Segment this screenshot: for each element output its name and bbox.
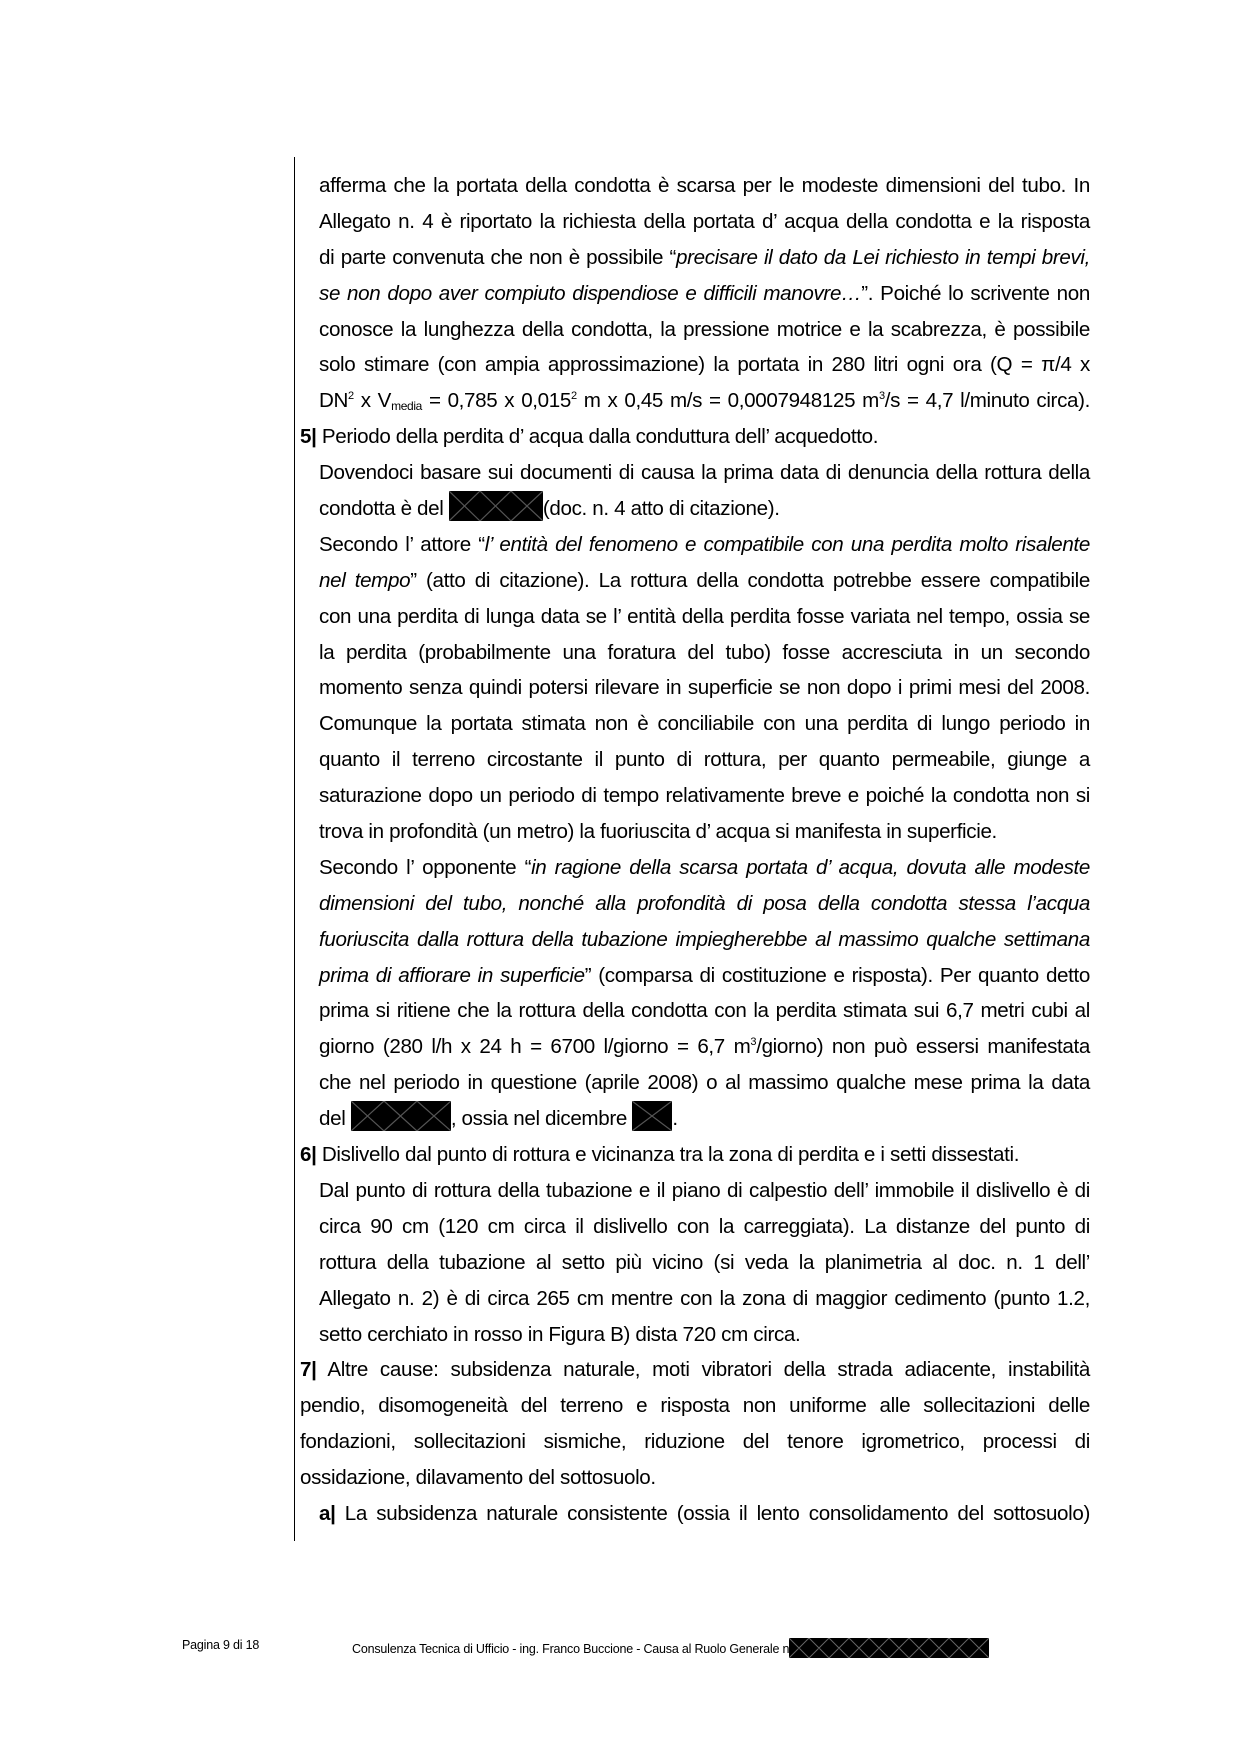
text-line: nel tempo” (atto di citazione). La rottura della condotta potrebbe essere compatibile xyxy=(319,568,1090,592)
text-line: ossidazione, dilavamento del sottosuolo. xyxy=(300,1466,656,1490)
section-number: 7| xyxy=(300,1358,317,1382)
body-text xyxy=(300,168,1090,1532)
redaction-block xyxy=(351,1101,451,1131)
text-line: prima si ritiene che la rottura della condotta con la perdita stimata sui 6,7 metri cubi al xyxy=(319,999,1090,1023)
quote-text: fuoriuscita dalla rottura della tubazione impiegherebbe al massimo qualche settimana xyxy=(319,927,1090,951)
text-line: rottura della tubazione al setto più vicino (si veda la planimetria al doc. n. 1 dell’ xyxy=(319,1250,1090,1274)
subsection-letter: a| xyxy=(319,1501,336,1525)
text-line: saturazione dopo un periodo di tempo relativamente breve e poiché la condotta non si xyxy=(319,784,1090,808)
text-line: circa 90 cm (120 cm circa il dislivello con la carreggiata). La distanze del punto di xyxy=(319,1214,1090,1238)
subsection-a: a| La subsidenza naturale consistente (ossia il lento consolidamento del sottosuolo) xyxy=(319,1501,1090,1525)
text-line: Dovendoci basare sui documenti di causa la prima data di denuncia della rottura della xyxy=(319,461,1090,485)
text-line: momento senza quindi potersi rilevare in superficie se non dopo i primi mesi del 2008. xyxy=(319,676,1090,700)
section-heading-7: 7| Altre cause: subsidenza naturale, moti vibratori della strada adiacente, instabilità xyxy=(300,1358,1090,1382)
text-line: giorno (280 l/h x 24 h = 6700 l/giorno = 6,7 $m^3/giorno$) non può essersi manifestata xyxy=(319,1035,1090,1059)
text-line: pendio, disomogeneità del terreno e risposta non uniforme alle sollecitazioni delle xyxy=(300,1394,1090,1418)
quote-text: in ragione della scarsa portata d’ acqua, dovuta alle modeste xyxy=(531,855,1090,879)
quote-text: nel tempo xyxy=(319,568,411,592)
text-line: se non dopo aver compiuto dispendiose e difficili manovre…”. Poiché lo scrivente non xyxy=(319,281,1090,305)
text-line: di parte convenuta che non è possibile “precisare il dato da Lei richiesto in tempi brevi, xyxy=(319,245,1091,269)
redaction-block xyxy=(632,1101,672,1131)
text-line: solo stimare (con ampia approssimazione) la portata in 280 litri ogni ora (Q = π/4 x xyxy=(319,353,1090,377)
quote-text: dimensioni del tubo, nonché alla profondità di posa della condotta stessa l’acqua xyxy=(319,891,1090,915)
text-line: la perdita (probabilmente una foratura del tubo) fosse accresciuta in un secondo xyxy=(319,640,1090,664)
text-line: afferma che la portata della condotta è scarsa per le modeste dimensioni del tubo. In xyxy=(319,174,1090,197)
section-heading-6: 6| Dislivello dal punto di rottura e vicinanza tra la zona di perdita e i setti dissestati. xyxy=(300,1143,1020,1167)
text-line: quanto il terreno circostante il punto di rottura, per quanto permeabile, giunge a xyxy=(319,748,1090,772)
text-line: trova in profondità (un metro) la fuoriuscita d’ acqua si manifesta in superficie. xyxy=(319,820,997,844)
quote-text: prima di affiorare in superficie xyxy=(319,963,585,987)
text-line: Comunque la portata stimata non è conciliabile con una perdita di lungo periodo in xyxy=(319,712,1090,736)
redaction-block xyxy=(449,491,543,521)
margin-rule xyxy=(294,157,295,1541)
text-line: conosce la lunghezza della condotta, la pressione motrice e la scabrezza, è possibile xyxy=(319,317,1090,341)
quote-text: se non dopo aver compiuto dispendiose e difficili manovre… xyxy=(319,281,862,305)
formula-line: $DN^2$ x $V_{media} = 0,785$ x 0,015$^2$ m x 0,45 m/s = 0,0007948125 $m^3/s = 4,7$ l/minuto circa). xyxy=(319,389,1090,414)
text-line: Allegato n. 4 è riportato la richiesta della portata d’ acqua della condotta e la risposta xyxy=(319,209,1090,233)
redaction-block xyxy=(789,1638,989,1658)
quote-text: l’ entità del fenomeno e compatibile con una perdita molto risalente xyxy=(484,532,1090,556)
text-line: Dal punto di rottura della tubazione e il piano di calpestio dell’ immobile il dislivello è di xyxy=(319,1178,1090,1202)
text-line: Allegato n. 2) è di circa 265 cm mentre con la zona di maggior cedimento (punto 1.2, xyxy=(319,1286,1090,1310)
text-line: Secondo l’ opponente “in ragione della scarsa portata d’ acqua, dovuta alle modeste xyxy=(319,855,1090,879)
section-number: 5| xyxy=(300,425,317,449)
text-line: prima di affiorare in superficie” (comparsa di costituzione e risposta). Per quanto detto xyxy=(319,963,1090,987)
text-line: che nel periodo in questione (aprile 2008) o al massimo qualche mese prima la data xyxy=(319,1071,1090,1095)
text-line: con una perdita di lunga data se l’ entità della perdita fosse variata nel tempo, ossia se xyxy=(319,604,1090,628)
text-line: condotta è del (doc. n. 4 atto di citazione). xyxy=(300,491,1090,527)
text-line: Secondo l’ attore “l’ entità del fenomeno e compatibile con una perdita molto risalente xyxy=(319,532,1090,556)
running-footer: Consulenza Tecnica di Ufficio - ing. Franco Buccione - Causa al Ruolo Generale n xyxy=(352,1638,989,1658)
section-number: 6| xyxy=(300,1143,317,1167)
quote-text: precisare il dato da Lei richiesto in tempi brevi, xyxy=(676,245,1091,269)
text-line: del , ossia nel dicembre . xyxy=(300,1101,1090,1137)
text-line xyxy=(300,922,1090,958)
section-heading-5: 5| Periodo della perdita d’ acqua dalla conduttura dell’ acquedotto. xyxy=(300,425,879,449)
text-line: fondazioni, sollecitazioni sismiche, riduzione del tenore igrometrico, processi di xyxy=(300,1430,1090,1454)
page-number: Pagina 9 di 18 xyxy=(182,1638,260,1652)
text-line xyxy=(300,886,1090,922)
text-line: setto cerchiato in rosso in Figura B) dista 720 cm circa. xyxy=(319,1322,801,1346)
